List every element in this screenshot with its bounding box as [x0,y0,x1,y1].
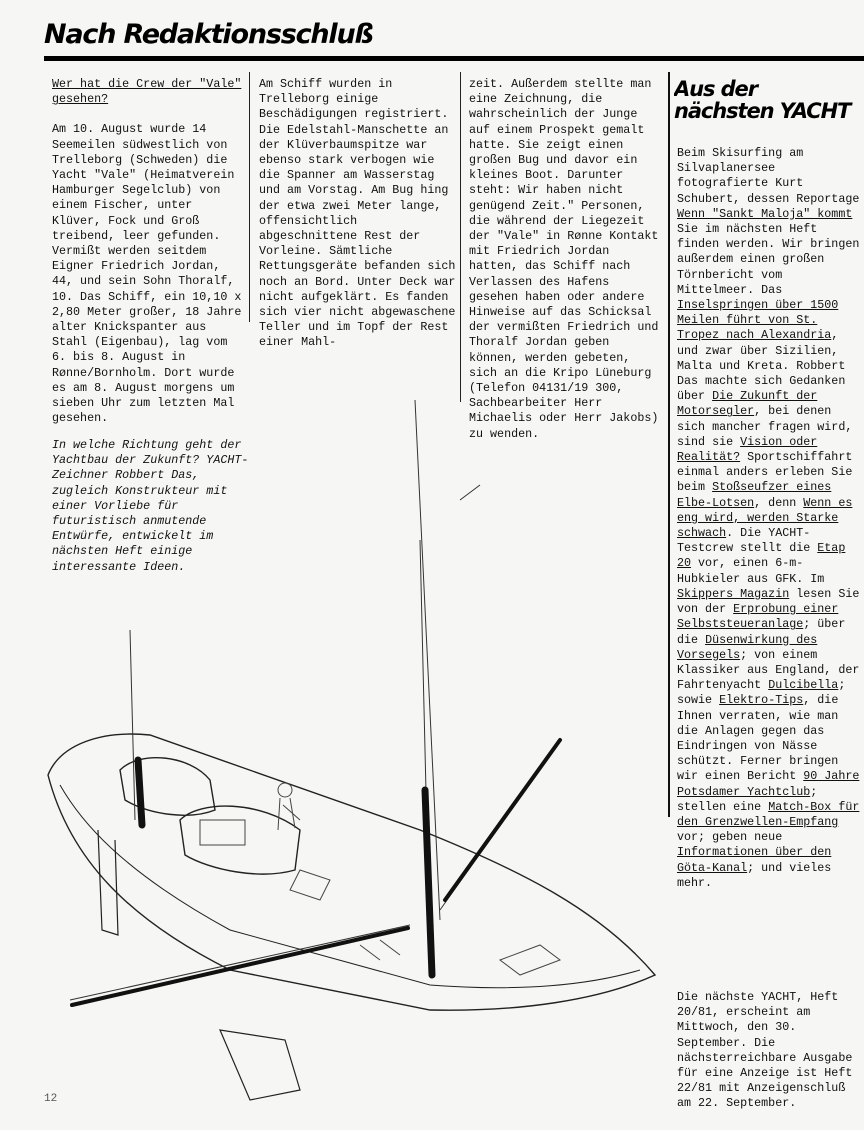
article-column-2 [259,77,456,351]
text-run: . Die YACHT-Testcrew stellt die [677,526,811,556]
text-run: , bei denen sich mancher fragen wird, sind sie [677,404,853,449]
article-text: Am Schiff wurden in Trelleborg einige Beschädigungen registriert. Die Edelstahl-Manschette an der Klüverbaumspitze war ebenso stark verbogen wie die Spanner am Wasserstag und am Vorstag. Am Bug hing der etwa zwei Meter lange, offensichtlich abgeschnittene Rest der Vorleine. Sämtliche Rettungsgeräte befanden sich noch an Bord. Unter Deck war nicht aufgeklärt. Es fanden sich vier nicht abgewaschene Teller und im Topf der Rest einer Mahl- [259,77,456,350]
column-divider [249,72,250,322]
text-run: Sportschiffahrt einmal anders erleben Sie beim [677,450,853,495]
topic-highlight: Elektro-Tips [719,693,804,708]
sidebar-title-line: nächsten YACHT [674,99,851,122]
article-lead: Wer hat die Crew der "Vale" gesehen? [52,77,242,107]
page-headline: Nach Redaktionsschluß [44,19,373,50]
teaser-text: In welche Richtung geht der Yachtbau der Zukunft? YACHT-Zeichner Robbert Das, zugleich Konstrukteur mit einer Vorliebe für futuristisch anmutende Entwürfe, entwickelt im nächsten Heft einige interessante Ideen. [52,438,249,574]
topic-highlight: Match-Box für den Grenzwellen-Empfang [677,799,860,829]
topic-highlight: Erprobung einer Selbststeueranlage [677,602,839,632]
page-number: 12 [44,1093,58,1105]
topic-highlight: Vision oder Realität? [677,434,818,465]
topic-highlight: Düsenwirkung des Vorsegels [677,632,818,662]
text-run: Beim Skisurfing am Silvaplanersee fotografierte Kurt Schubert, dessen Reportage [677,146,860,206]
text-run: Sie im nächsten Heft finden werden. Wir bringen außerdem einen großen Törnbericht vom Mittelmeer. Das [677,222,860,297]
text-run: vor, einen 6-m-Hubkieler aus GFK. Im [677,556,825,586]
topic-highlight: Die Zukunft der Motorsegler [677,389,818,419]
text-run: ; über die [677,617,846,647]
article-column-1 [52,77,244,426]
sidebar-title [674,78,864,122]
topic-highlight: Skippers Magazin [677,586,790,601]
headline-rule [44,56,864,61]
topic-highlight: Stoßseufzer eines Elbe-Lotsen [677,480,832,510]
text-run: , denn [754,495,797,510]
text-run: lesen Sie von der [677,586,860,617]
topic-highlight: Informationen über den Göta-Kanal [677,845,832,875]
text-run: ; sowie [677,678,846,708]
text-run: vor; geben neue [677,830,783,845]
text-run: ; von einem Klassiker aus England, der Fahrtenyacht [677,647,860,693]
topic-highlight: Etap 20 [677,541,846,571]
article-column-3 [469,77,661,442]
sidebar-title-line: Aus der [674,78,757,101]
topic-highlight: Inselspringen über 1500 Meilen führt von St. Tropez nach Alexandria [677,298,839,343]
yacht-illustration [0,400,864,1130]
topic-highlight: Dulcibella [768,678,839,693]
topic-highlight: Wenn es eng wird, werden Starke schwach [677,495,853,541]
column-divider [460,72,461,402]
topic-highlight: 90 Jahre Potsdamer Yachtclub [677,769,860,799]
text-run: ; stellen eine [677,784,818,814]
next-issue-note: Die nächste YACHT, Heft 20/81, erscheint am Mittwoch, den 30. September. Die nächsterreichbare Ausgabe für eine Anzeige ist Heft 22/81 mit Anzeigenschluß am 22. September. [677,990,853,1111]
text-run: ; und vieles mehr. [677,860,832,890]
article-text: zeit. Außerdem stellte man eine Zeichnung, die wahrscheinlich der Junge auf einem Prospekt gemalt hatte. Sie zeigt einen großen Bug und davor ein kleines Boot. Darunter steht: Wir haben nicht genügend Zeit." Personen, die während der Liegezeit der "Vale" in Rønne Kontakt mit Friedrich Jordan hatten, das Schiff nach Verlassen des Hafens gesehen haben oder andere Hinweise auf das Schicksal der vermißten Friedrich und Thoralf Jordan geben können, werden gebeten, sich an die Kripo Lüneburg (Telefon 04131/19 300, Sachbearbeiter Herr Michaelis oder Herr Jakobs) zu wenden. [469,77,659,441]
article-text: Am 10. August wurde 14 Seemeilen südwestlich von Trelleborg (Schweden) die Yacht "Vale" (Heimatverein Hamburger Segelclub) von einem Fischer, unter Klüver, Fock und Groß treibend, leer gefunden. Vermißt werden seitdem Eigner Friedrich Jordan, 44, und sein Sohn Thoralf, 10. Das Schiff, ein 10,10 x 2,80 Meter großer, 18 Jahre alter Knickspanter aus Stahl (Eigenbau), lag vom 6. bis 8. August in Rønne/Bornholm. Dort wurde es am 8. August morgens um sieben Uhr zum letzten Mal gesehen. [52,122,242,426]
text-run: , die Ihnen verraten, wie man die Anlagen gegen das Eindringen von Nässe schützt. Ferner bringen wir einen Bericht [677,693,839,784]
topic-highlight: Wenn "Sankt Maloja" kommt [677,206,853,221]
text-run: , und zwar über Sizilien, Malta und Kreta. Robbert Das machte sich Gedanken über [677,328,846,404]
